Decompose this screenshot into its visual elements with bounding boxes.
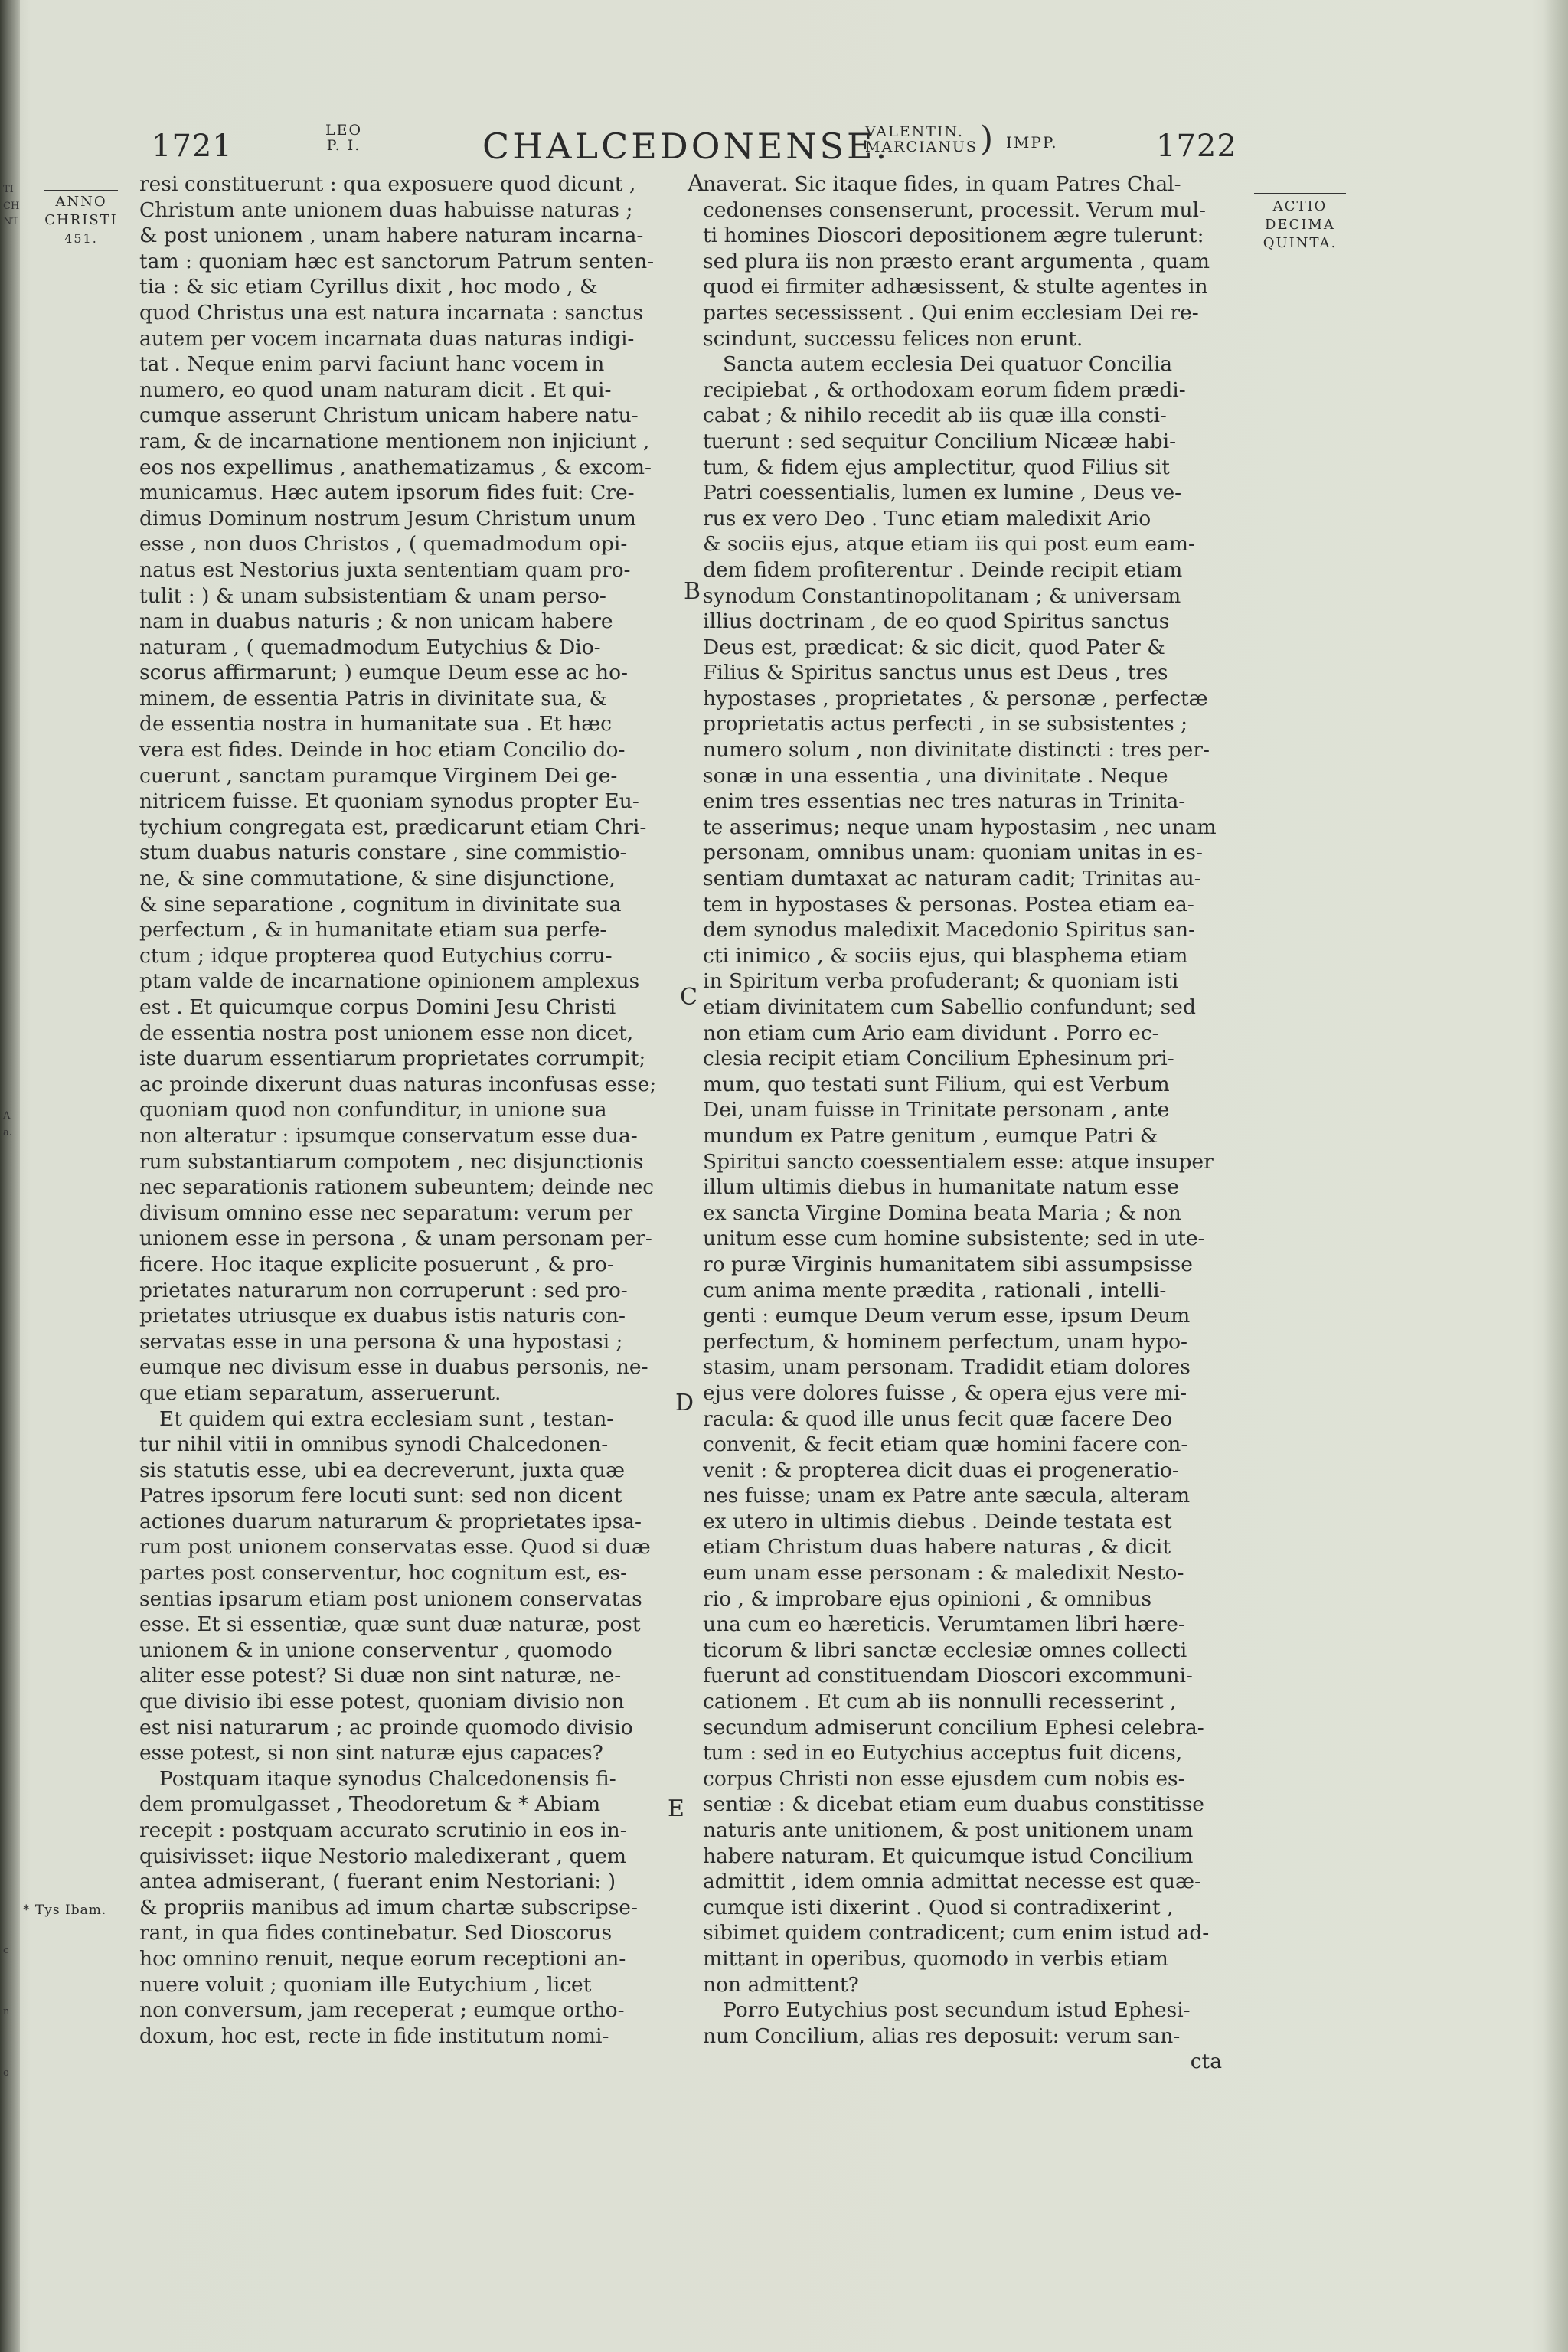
- gutter-fragment: n: [3, 2006, 10, 2017]
- text-line: corpus Christi non esse ejusdem cum nobis es-: [703, 1766, 1185, 1791]
- text-line: dem synodus maledixit Macedonio Spiritus san-: [703, 918, 1196, 942]
- text-line: Filius & Spiritus sanctus unus est Deus , tres: [703, 661, 1168, 685]
- text-line: numero, eo quod unam naturam dicit . Et qui-: [139, 377, 612, 402]
- text-line: cum anima mente prædita , rationali , intelli-: [703, 1278, 1167, 1302]
- text-line: mum, quo testati sunt Filium, qui est Verbum: [703, 1072, 1170, 1096]
- emperors-label: [865, 124, 978, 155]
- text-line: illius doctrinam , de eo quod Spiritus sanctus: [703, 609, 1170, 634]
- text-line: eos nos expellimus , anathematizamus , & excom-: [139, 455, 652, 479]
- text-line: rus ex vero Deo . Tunc etiam maledixit Ario: [703, 506, 1152, 531]
- text-line: Sancta autem ecclesia Dei quatuor Concilia: [723, 352, 1173, 377]
- text-line: non conversum, jam receperat ; eumque ortho-: [139, 1998, 625, 2023]
- text-line: cti inimico , & sociis ejus, qui blasphema etiam: [703, 943, 1188, 968]
- text-line: servatas esse in una persona & una hypostasi ;: [139, 1329, 623, 1354]
- text-line: Et quidem qui extra ecclesiam sunt , testan-: [159, 1406, 614, 1431]
- text-line: sis statutis esse, ubi ea decreverunt, juxta quæ: [139, 1458, 626, 1482]
- text-line: tia : & sic etiam Cyrillus dixit , hoc modo , &: [139, 275, 598, 299]
- text-line: de essentia nostra in humanitate sua . Et hæc: [139, 712, 612, 737]
- text-line: recipiebat , & orthodoxam eorum fidem prædi-: [703, 377, 1186, 402]
- text-line: enim tres essentias nec tres naturas in Trinita-: [703, 789, 1186, 814]
- text-line: sentiam dumtaxat ac naturam cadit; Trinitas au-: [703, 867, 1201, 891]
- text-line: dem fidem profiterentur . Deinde recipit etiam: [703, 557, 1183, 582]
- text-line: ex utero in ultimis diebus . Deinde testata est: [703, 1509, 1172, 1534]
- text-line: actiones duarum naturarum & proprietates ipsa-: [139, 1509, 642, 1534]
- text-line: doxum, hoc est, recte in fide institutum nomi-: [139, 2024, 609, 2048]
- emperor-2: MARCIANUS: [865, 139, 978, 155]
- right-text-column: [703, 172, 1245, 2075]
- text-line: Porro Eutychius post secundum istud Ephesi-: [723, 1998, 1191, 2023]
- text-line: ctum ; idque propterea quod Eutychius corru-: [139, 943, 612, 968]
- text-line: rum substantiarum compotem , nec disjunctionis: [139, 1149, 644, 1174]
- text-line: Deus est, prædicat: & sic dicit, quod Pater &: [703, 635, 1165, 659]
- text-line: unionem & in unione conserventur , quomodo: [139, 1638, 612, 1662]
- text-line: tum, & fidem ejus amplectitur, quod Filius sit: [703, 455, 1170, 479]
- text-line: quisivisset: iique Nestorio maledixerant , quem: [139, 1844, 627, 1868]
- text-line: eum unam esse personam : & maledixit Nesto-: [703, 1561, 1184, 1586]
- text-line: rant, in qua fides continebatur. Sed Dioscorus: [139, 1921, 612, 1945]
- text-line: hoc omnino renuit, neque eorum receptioni an-: [139, 1946, 626, 1971]
- text-line: partes post conserventur, hoc cognitum est, es-: [139, 1561, 628, 1586]
- text-line: nes fuisse; unam ex Patre ante sæcula, alteram: [703, 1484, 1191, 1508]
- text-line: resi constituerunt : qua exposuere quod dicunt ,: [139, 172, 636, 196]
- text-line: nec separationis rationem subeuntem; deinde nec: [139, 1175, 655, 1200]
- pope-number: P. I.: [326, 137, 361, 154]
- text-line: clesia recipit etiam Concilium Ephesinum pri-: [703, 1047, 1174, 1071]
- gutter-fragment: A: [3, 1110, 11, 1122]
- emperor-1: VALENTIN.: [865, 123, 964, 140]
- text-line: minem, de essentia Patris in divinitate sua, &: [139, 686, 608, 710]
- text-line: esse , non duos Christos , ( quemadmodum opi-: [139, 532, 628, 557]
- text-line: perfectum, & hominem perfectum, unam hypo-: [703, 1329, 1188, 1354]
- running-header: [0, 115, 1568, 168]
- text-line: secundum admiserunt concilium Ephesi celebra-: [703, 1715, 1204, 1740]
- text-line: ticorum & libri sanctæ ecclesiæ omnes collecti: [703, 1638, 1187, 1662]
- text-line: nuere voluit ; quoniam ille Eutychium , licet: [139, 1972, 592, 1997]
- text-line: etiam divinitatem cum Sabellio confundunt; sed: [703, 995, 1196, 1019]
- text-line: tulit : ) & unam subsistentiam & unam perso-: [139, 583, 606, 608]
- text-line: prietates naturarum non corruperunt : sed pro-: [139, 1278, 628, 1302]
- text-line: ptam valde de incarnatione opinionem amplexus: [139, 969, 640, 994]
- text-line: que etiam separatum, asseruerunt.: [139, 1380, 501, 1405]
- text-line: & propriis manibus ad imum chartæ subscripse-: [139, 1895, 638, 1919]
- text-line: tychium congregata est, prædicarunt etiam Chri-: [139, 815, 647, 839]
- text-line: personam, omnibus unam: quoniam unitas in es-: [703, 841, 1203, 865]
- text-line: rum post unionem conservatas esse. Quod si duæ: [139, 1535, 651, 1560]
- text-line: etiam Christum duas habere naturas , & dicit: [703, 1535, 1171, 1560]
- text-line: stum duabus naturis constare , sine commistio-: [139, 841, 627, 865]
- text-line: scorus affirmarunt; ) eumque Deum esse ac ho-: [139, 661, 629, 685]
- text-line: tur nihil vitii in omnibus synodi Chalcedonen-: [139, 1432, 609, 1457]
- gutter-fragment: c: [3, 1945, 9, 1956]
- text-line: Postquam itaque synodus Chalcedonensis fi-: [159, 1766, 616, 1791]
- page-number-left: 1721: [152, 129, 233, 164]
- binding-gutter: [0, 0, 20, 2352]
- text-line: dimus Dominum nostrum Jesum Christum unum: [139, 506, 636, 531]
- text-line: convenit, & fecit etiam quæ homini facere con-: [703, 1432, 1188, 1457]
- text-line: esse potest, si non sint naturæ ejus capaces?: [139, 1741, 603, 1766]
- text-line: natus est Nestorius juxta sententiam quam pro-: [139, 557, 631, 582]
- text-line: Christum ante unionem duas habuisse naturas ;: [139, 198, 633, 222]
- text-line: sibimet quidem contradicent; cum enim istud ad-: [703, 1921, 1210, 1945]
- brace-glyph: ): [980, 119, 994, 158]
- text-line: sentiæ : & dicebat etiam eum duabus constitisse: [703, 1792, 1204, 1817]
- text-line: illum ultimis diebus in humanitate natum esse: [703, 1175, 1179, 1200]
- pope-name: LEO: [325, 122, 363, 139]
- section-letter-b: B: [684, 578, 701, 605]
- christi-line: CHRISTI: [44, 212, 118, 228]
- text-line: mittant in operibus, quomodo in verbis etiam: [703, 1946, 1168, 1971]
- text-line: de essentia nostra post unionem esse non dicet,: [139, 1021, 634, 1045]
- text-line: vera est fides. Deinde in hoc etiam Concilio do-: [139, 738, 626, 763]
- text-line: tam : quoniam hæc est sanctorum Patrum senten-: [139, 249, 655, 273]
- text-line: Patri coessentialis, lumen ex lumine , Deus ve-: [703, 481, 1182, 505]
- section-letter-e: E: [668, 1795, 684, 1822]
- text-line: & sine separatione , cognitum in divinitate sua: [139, 892, 622, 916]
- text-line: ficere. Hoc itaque explicite posuerunt , & pro-: [139, 1252, 614, 1276]
- text-line: proprietatis actus perfecti , in se subsistentes ;: [703, 712, 1188, 737]
- text-line: Patres ipsorum fere locuti sunt: sed non dicent: [139, 1484, 622, 1508]
- text-line: ejus vere dolores fuisse , & opera ejus vere mi-: [703, 1380, 1187, 1405]
- text-line: unionem esse in persona , & unam personam per-: [139, 1227, 652, 1251]
- page-edge-shadow: [1544, 0, 1568, 2352]
- left-text-column: [139, 172, 668, 2049]
- gutter-fragment: a.: [3, 1127, 12, 1138]
- text-line: cuerunt , sanctam puramque Virginem Dei ge-: [139, 763, 618, 788]
- text-line: tuerunt : sed sequitur Concilium Nicææ habi-: [703, 429, 1177, 453]
- text-line: perfectum , & in humanitate etiam sua perfe-: [139, 918, 607, 942]
- text-line: cationem . Et cum ab iis nonnulli recesserint ,: [703, 1690, 1177, 1714]
- text-line: naverat. Sic itaque fides, in quam Patres Chal-: [703, 172, 1181, 196]
- margin-reference: * Tys Ibam.: [23, 1903, 107, 1918]
- impp-label: IMPP.: [1006, 133, 1058, 152]
- text-line: partes secessissent . Qui enim ecclesiam Dei re-: [703, 300, 1199, 325]
- text-line: esse. Et si essentiæ, quæ sunt duæ naturæ, post: [139, 1612, 641, 1637]
- text-line: ti homines Dioscori depositionem ægre tulerunt:: [703, 224, 1204, 248]
- text-line: numero solum , non divinitate distincti : tres per-: [703, 738, 1210, 763]
- text-line: non admittent?: [703, 1972, 859, 1997]
- text-line: ac proinde dixerunt duas naturas inconfusas esse;: [139, 1072, 657, 1096]
- text-line: est nisi naturarum ; ac proinde quomodo divisio: [139, 1715, 633, 1740]
- text-line: racula: & quod ille unus fecit quæ facere Deo: [703, 1406, 1173, 1431]
- text-line: tat . Neque enim parvi faciunt hanc vocem in: [139, 352, 605, 377]
- section-letter-a: A: [688, 170, 704, 197]
- text-line: autem per vocem incarnata duas naturas indigi-: [139, 326, 635, 351]
- text-line: prietates utriusque ex duabus istis naturis con-: [139, 1304, 626, 1328]
- text-line: mundum ex Patre genitum , eumque Patri &: [703, 1123, 1158, 1148]
- text-line: naturam , ( quemadmodum Eutychius & Dio-: [139, 635, 601, 659]
- text-line: stasim, unam personam. Tradidit etiam dolores: [703, 1355, 1191, 1380]
- year-line: 451.: [64, 231, 98, 246]
- text-line: cabat ; & nihilo recedit ab iis quæ illa consti-: [703, 403, 1167, 428]
- text-line: nam in duabus naturis ; & non unicam habere: [139, 609, 613, 634]
- text-line: ex sancta Virgine Domina beata Maria ; & non: [703, 1200, 1181, 1225]
- text-line: iste duarum essentiarum proprietates corrumpit;: [139, 1047, 646, 1071]
- actio-note: [1254, 193, 1346, 253]
- text-line: habere naturam. Et quicumque istud Concilium: [703, 1844, 1194, 1868]
- text-line: admittit , idem omnia admittat necesse est quæ-: [703, 1870, 1201, 1894]
- text-line: hypostases , proprietates , & personæ , perfectæ: [703, 686, 1208, 710]
- page-number-right: 1722: [1156, 129, 1237, 164]
- text-line: venit : & propterea dicit duas ei progeneratio-: [703, 1458, 1179, 1482]
- text-line: eumque nec divisum esse in duabus personis, ne-: [139, 1355, 648, 1380]
- text-line: naturis ante unitionem, & post unitionem unam: [703, 1818, 1194, 1842]
- decima-line: DECIMA: [1265, 217, 1335, 233]
- page-title: CHALCEDONENSE.: [482, 126, 890, 167]
- text-line: unitum esse cum homine subsistente; sed in ute-: [703, 1227, 1205, 1251]
- text-line: quod Christus una est natura incarnata : sanctus: [139, 300, 643, 325]
- text-line: ro puræ Virginis humanitatem sibi assumpsisse: [703, 1252, 1193, 1276]
- text-line: quoniam quod non confunditur, in unione sua: [139, 1098, 607, 1122]
- text-line: antea admiserant, ( fuerant enim Nestoriani: ): [139, 1870, 616, 1894]
- gutter-fragment: o: [3, 2067, 9, 2079]
- text-line: fuerunt ad constituendam Dioscori excommuni-: [703, 1664, 1193, 1688]
- text-line: dem promulgasset , Theodoretum & * Abiam: [139, 1792, 601, 1817]
- gutter-fragment: NT: [3, 216, 19, 227]
- text-line: & post unionem , unam habere naturam incarna-: [139, 224, 644, 248]
- text-line: genti : eumque Deum verum esse, ipsum Deum: [703, 1304, 1191, 1328]
- text-line: rio , & improbare ejus opinioni , & omnibus: [703, 1586, 1152, 1611]
- gutter-fragment: CH: [3, 201, 20, 212]
- section-letter-c: C: [680, 984, 697, 1011]
- text-line: in Spiritum verba profuderant; & quoniam isti: [703, 969, 1179, 994]
- text-line: ne, & sine commutatione, & sine disjunctione,: [139, 867, 616, 891]
- text-line: non etiam cum Ario eam dividunt . Porro ec-: [703, 1021, 1159, 1045]
- pope-label: [325, 122, 362, 153]
- text-line: Dei, unam fuisse in Trinitate personam , ante: [703, 1098, 1170, 1122]
- text-line: aliter esse potest? Si duæ non sint naturæ, ne-: [139, 1664, 622, 1688]
- text-line: Spiritui sancto coessentialem esse: atque insuper: [703, 1149, 1214, 1174]
- text-line: cumque asserunt Christum unicam habere natu-: [139, 403, 639, 428]
- catchword: cta: [1190, 2050, 1222, 2074]
- section-letter-d: D: [675, 1390, 694, 1416]
- text-line: num Concilium, alias res deposuit: verum san-: [703, 2024, 1181, 2048]
- text-line: municamus. Hæc autem ipsorum fides fuit: Cre-: [139, 481, 635, 505]
- text-line: & sociis ejus, atque etiam iis qui post eum eam-: [703, 532, 1195, 557]
- text-line: est . Et quicumque corpus Domini Jesu Christi: [139, 995, 616, 1019]
- text-line: recepit : postquam accurato scrutinio in eos in-: [139, 1818, 627, 1842]
- text-line: cumque isti dixerint . Quod si contradixerint ,: [703, 1895, 1174, 1919]
- text-line: sed plura iis non præsto erant argumenta , quam: [703, 249, 1210, 273]
- text-line: cedonenses consenserunt, processit. Verum mul-: [703, 198, 1206, 222]
- text-line: scindunt, successu felices non erunt.: [703, 326, 1083, 351]
- anno-christi-note: [44, 190, 118, 248]
- text-line: sentias ipsarum etiam post unionem conservatas: [139, 1586, 642, 1611]
- text-line: nitricem fuisse. Et quoniam synodus propter Eu-: [139, 789, 639, 814]
- text-line: tum : sed in eo Eutychius acceptus fuit dicens,: [703, 1741, 1183, 1766]
- gutter-fragment: TI: [3, 184, 14, 195]
- text-line: ram, & de incarnatione mentionem non injiciunt ,: [139, 429, 650, 453]
- text-line: una cum eo hæreticis. Verumtamen libri hære-: [703, 1612, 1185, 1637]
- text-line: sonæ in una essentia , una divinitate . Neque: [703, 763, 1168, 788]
- text-line: que divisio ibi esse potest, quoniam divisio non: [139, 1690, 625, 1714]
- anno-line: ANNO: [55, 194, 107, 210]
- text-line: quod ei firmiter adhæsissent, & stulte agentes in: [703, 275, 1208, 299]
- text-line: te asserimus; neque unam hypostasim , nec unam: [703, 815, 1217, 839]
- text-line: tem in hypostases & personas. Postea etiam ea-: [703, 892, 1194, 916]
- text-line: synodum Constantinopolitanam ; & universam: [703, 583, 1181, 608]
- text-line: divisum omnino esse nec separatum: verum per: [139, 1200, 633, 1225]
- text-line: non alteratur : ipsumque conservatum esse dua-: [139, 1123, 638, 1148]
- actio-line: ACTIO: [1272, 198, 1328, 214]
- quinta-line: QUINTA.: [1263, 235, 1338, 251]
